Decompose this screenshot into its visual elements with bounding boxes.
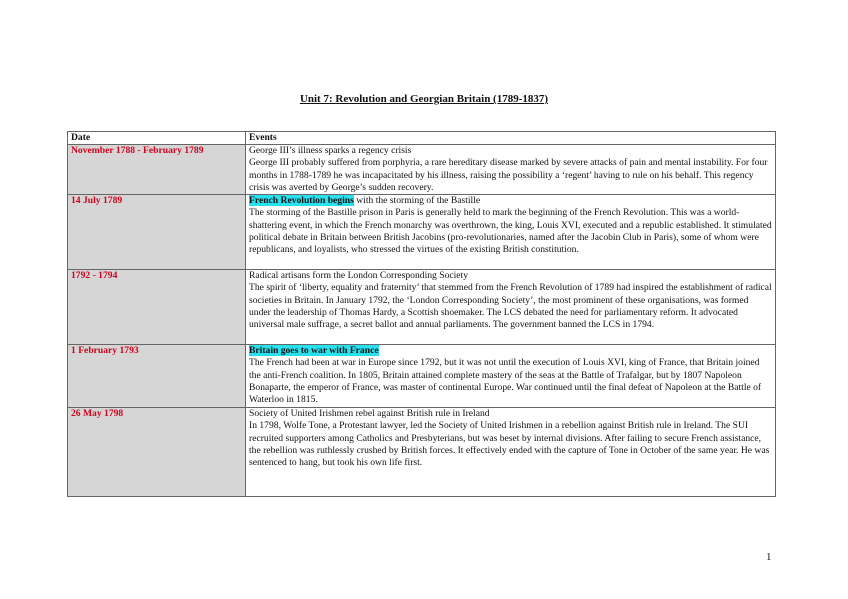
event-date: 26 May 1798 (68, 408, 246, 497)
table-row (68, 195, 776, 270)
event-cell (246, 408, 776, 497)
table-row (68, 145, 776, 195)
event-description: The spirit of ‘liberty, equality and fraternity’ that stemmed from the French Revolution of 1789 had inspired the establishment of radical societies in Britain. In January 1792, the ‘London Corresponding Society’, the most prominent of these organisations, was formed under the leadership of Thomas Hardy, a Scottish shoemaker. The LCS debated the need for parliamentary reform. It advocated universal male suffrage, a secret ballot and annual parliaments. The government banned the LCS in 1794. (249, 282, 772, 331)
event-cell (246, 145, 776, 195)
page-number: 1 (766, 551, 772, 563)
event-headline (249, 145, 772, 157)
page-title: Unit 7: Revolution and Georgian Britain (1789-1837) (299, 93, 549, 105)
event-description: In 1798, Wolfe Tone, a Protestant lawyer, led the Society of United Irishmen in a rebellion against British rule in Ireland. The SUI recruited supporters among Catholics and Presbyterians, but was beset by internal divisions. After failing to secure French assistance, the rebellion was ruthlessly crushed by British forces. It effectively ended with the capture of Tone in October of the same year. He was sentenced to hang, but took his own life first. (249, 420, 770, 469)
event-headline-text: French Revolution begins (249, 195, 354, 207)
event-headline-text: Britain goes to war with France (249, 345, 379, 357)
event-headline-text: George III’s illness sparks a regency crisis (249, 145, 412, 157)
table-row (68, 408, 776, 497)
table-row (68, 345, 776, 408)
event-cell (246, 195, 776, 270)
event-headline-text: Radical artisans form the London Corresponding Society (249, 270, 469, 282)
events-column-header: Events (246, 132, 776, 145)
date-column-header: Date (68, 132, 246, 145)
event-description: George III probably suffered from porphyria, a rare hereditary disease marked by severe attacks of pain and mental instability. For four months in 1788-1789 he was incapacitated by his illness, raising the possibility a ‘regent’ having to rule on his behalf. This regency crisis was averted by George’s sudden recovery. (249, 157, 768, 193)
event-cell (246, 270, 776, 345)
event-date: 1 February 1793 (68, 345, 246, 408)
table-header-row (68, 132, 776, 145)
events-table (67, 131, 776, 497)
event-description: The French had been at war in Europe since 1792, but it was not until the execution of Louis XVI, king of France, that Britain joined the anti-French coalition. In 1805, Britain attained complete mastery of the seas at the Battle of Trafalgar, but by 1807 Napoleon Bonaparte, the emperor of France, was master of continental Europe. War continued until the final defeat of Napoleon at the Battle of Waterloo in 1815. (249, 357, 762, 406)
event-headline (249, 270, 772, 282)
event-description: The storming of the Bastille prison in Paris is generally held to mark the beginning of the French Revolution. This was a world-shattering event, in which the French monarchy was overthrown, the king, Louis XVI, executed and a republic established. It stimulated political debate in Britain between British Jacobins (pro-revolutionaries, named after the Jacobin Club in Paris), some of whom were republicans, and loyalists, who stressed the virtues of the existing British constitution. (249, 207, 772, 256)
event-headline (249, 408, 772, 420)
event-date: November 1788 - February 1789 (68, 145, 246, 195)
event-date: 1792 - 1794 (68, 270, 246, 345)
event-headline-rest: with the storming of the Bastille (353, 195, 481, 207)
event-headline-text: Society of United Irishmen rebel against British rule in Ireland (249, 408, 490, 420)
event-date: 14 July 1789 (68, 195, 246, 270)
event-cell (246, 345, 776, 408)
event-headline (249, 345, 772, 357)
table-row (68, 270, 776, 345)
event-headline (249, 195, 772, 207)
